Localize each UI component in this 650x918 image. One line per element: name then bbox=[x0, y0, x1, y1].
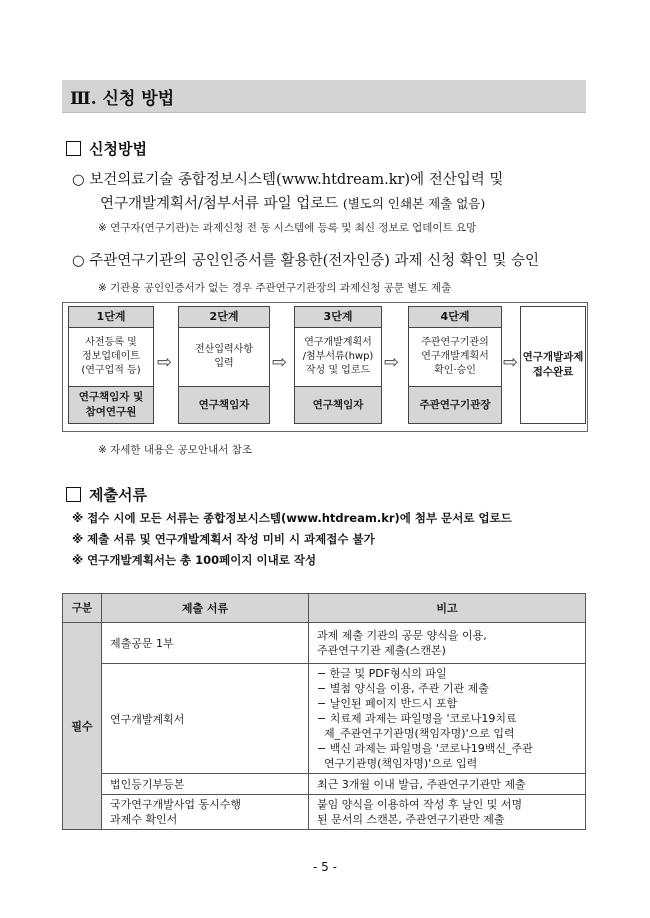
submit-docs-heading: 제출서류 bbox=[66, 484, 147, 505]
table-row bbox=[63, 664, 586, 774]
arrow-right-icon: ⇨ bbox=[272, 352, 288, 373]
arrow-right-icon: ⇨ bbox=[384, 352, 400, 373]
checkbox-square-icon bbox=[66, 141, 81, 156]
table-row bbox=[63, 623, 586, 664]
header-note: 비고 bbox=[309, 594, 586, 623]
submit-warning-1: ※ 접수 시에 모든 서류는 종합정보시스템(www.htdream.kr)에 첨부 문서로 업로드 bbox=[72, 511, 512, 525]
apply-method-heading: 신청방법 bbox=[66, 138, 147, 159]
kind-cell: 필수 bbox=[63, 623, 102, 830]
doc-cell: 연구개발계획서 bbox=[102, 664, 309, 774]
flow-step-3: 3단계 연구개발계획서 /첨부서류(hwp) 작성 및 업로드 연구책임자 bbox=[294, 306, 382, 424]
flow-step-2: 2단계 전산입력사항 입력 연구책임자 bbox=[178, 306, 270, 424]
arrow-right-icon: ⇨ bbox=[503, 352, 519, 373]
note-cell: 과제 제출 기관의 공문 양식을 이용, 주관연구기관 제출(스캔본) bbox=[309, 623, 586, 664]
apply-note-3: ※ 자세한 내용은 공모안내서 참조 bbox=[98, 444, 253, 456]
apply-bullet-1-cont: 연구개발계획서/첨부서류 파일 업로드 (별도의 인쇄본 제출 없음) bbox=[100, 196, 486, 212]
doc-cell: 법인등기부등본 bbox=[102, 774, 309, 795]
checkbox-square-icon bbox=[66, 487, 81, 502]
apply-bullet-1: ○ 보건의료기술 종합정보시스템(www.htdream.kr)에 전산입력 및 bbox=[72, 172, 504, 188]
table-row bbox=[63, 795, 586, 830]
note-cell: 최근 3개월 이내 발급, 주관연구기관만 제출 bbox=[309, 774, 586, 795]
apply-note-1: ※ 연구자(연구기관)는 과제신청 전 동 시스템에 등록 및 최신 정보로 업데이트 요망 bbox=[98, 222, 477, 234]
flow-final-box: 연구개발과제 접수완료 bbox=[520, 306, 586, 424]
doc-cell: 제출공문 1부 bbox=[102, 623, 309, 664]
apply-note-2: ※ 기관용 공인인증서가 없는 경우 주관연구기관장의 과제신청 공문 별도 제출 bbox=[98, 282, 452, 294]
required-docs-table bbox=[62, 593, 586, 830]
arrow-right-icon: ⇨ bbox=[157, 352, 173, 373]
submit-warning-2: ※ 제출 서류 및 연구개발계획서 작성 미비 시 과제접수 불가 bbox=[72, 532, 375, 546]
flow-step-4: 4단계 주관연구기관의 연구개발계획서 확인·승인 주관연구기관장 bbox=[408, 306, 502, 424]
note-cell: − 한글 및 PDF형식의 파일 − 별첨 양식을 이용, 주관 기관 제출 − 날인된 페이지 반드시 포함 − 치료제 과제는 파일명을 '코로나19치료 제_주관연구기관명(책임자명)'으로 입력 − 백신 과제는 파일명을 '코로나19백신_주관 연구기관명(책임자명)'으로 입력 bbox=[309, 664, 586, 774]
doc-cell: 국가연구개발사업 동시수행 과제수 확인서 bbox=[102, 795, 309, 830]
table-row bbox=[63, 774, 586, 795]
header-kind: 구분 bbox=[63, 594, 102, 623]
note-cell: 붙임 양식을 이용하여 작성 후 날인 및 서명 된 문서의 스캔본, 주관연구기관만 제출 bbox=[309, 795, 586, 830]
page-number: - 5 - bbox=[313, 860, 337, 874]
section-title: Ⅲ. 신청 방법 bbox=[70, 89, 175, 109]
flow-step-1: 1단계 사전등록 및 정보업데이트 (연구업적 등) 연구책임자 및 참여연구원 bbox=[68, 306, 154, 424]
table-header-row bbox=[63, 594, 586, 623]
header-doc: 제출 서류 bbox=[102, 594, 309, 623]
submit-warning-3: ※ 연구개발계획서는 총 100페이지 이내로 작성 bbox=[72, 553, 317, 567]
apply-bullet-2: ○ 주관연구기관의 공인인증서를 활용한(전자인증) 과제 신청 확인 및 승인 bbox=[72, 253, 540, 269]
